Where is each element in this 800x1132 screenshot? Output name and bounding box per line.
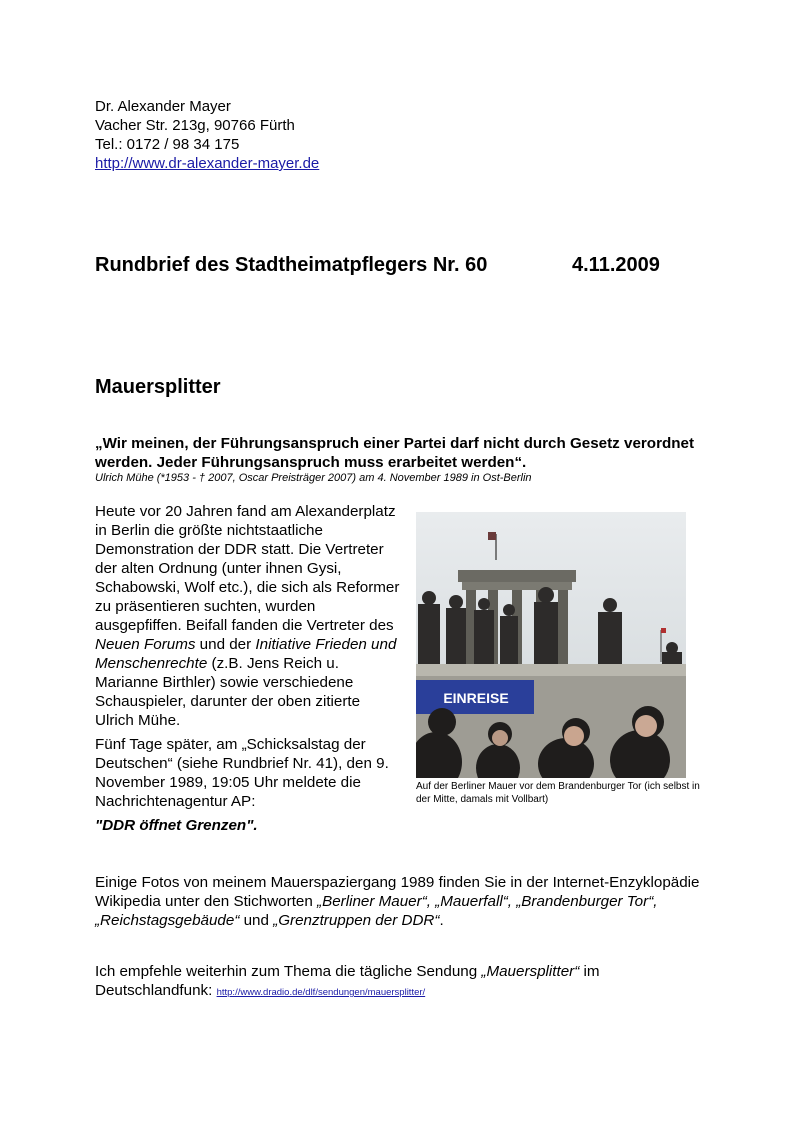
- sender-website-link[interactable]: http://www.dr-alexander-mayer.de: [95, 155, 320, 172]
- newsletter-title: Rundbrief des Stadtheimatpflegers Nr. 60: [95, 254, 488, 276]
- quote-text: „Wir meinen, der Führungsanspruch einer Partei darf nicht durch Gesetz verordnet werden. Jeder Führungsanspruch muss erarbeitet werden“.: [95, 435, 695, 471]
- photo-illustration: [416, 512, 686, 778]
- sender-address: [95, 97, 319, 173]
- body-column: [95, 502, 400, 816]
- sender-street: Vacher Str. 213g, 90766 Fürth: [95, 117, 295, 134]
- radio-link[interactable]: http://www.dradio.de/dlf/sendungen/mauersplitter/: [216, 987, 426, 998]
- body-paragraph-1: Heute vor 20 Jahren fand am Alexanderplatz in Berlin die größte nichtstaatliche Demonstration der DDR statt. Die Vertreter der alten Ordnung (unter ihnen Gysi, Schabowski, Wolf etc.), die sich als Reformer zu präsentieren suchten, wurden ausgepfiffen. Beifall fanden die Vertreter des Neuen Forums und der Initiative Frieden und Menschenrechte (z.B. Jens Reich u. Marianne Birthler) sowie verschiedene Schauspieler, darunter der oben zitierte Ulrich Mühe.: [95, 503, 400, 729]
- radio-paragraph: Ich empfehle weiterhin zum Thema die tägliche Sendung „Mauersplitter“ im Deutschlandfunk: http://www.dradio.de/dlf/sendungen/mauersplitter/: [95, 963, 600, 999]
- headline-callout: "DDR öffnet Grenzen".: [95, 817, 258, 834]
- newsletter-heading: [95, 254, 660, 277]
- sender-name: Dr. Alexander Mayer: [95, 98, 231, 115]
- photo-caption: Auf der Berliner Mauer vor dem Brandenburger Tor (ich selbst in der Mitte, damals mit Vollbart): [416, 781, 700, 805]
- quote-attribution: Ulrich Mühe (*1953 - † 2007, Oscar Preisträger 2007) am 4. November 1989 in Ost-Berlin: [95, 472, 532, 484]
- photo-sign-label: [443, 690, 508, 706]
- berlin-wall-photo: [416, 512, 686, 778]
- section-title: Mauersplitter: [95, 376, 221, 398]
- svg-text:EINREISE: EINREISE: [443, 690, 509, 706]
- sender-phone: Tel.: 0172 / 98 34 175: [95, 136, 240, 153]
- newsletter-date: 4.11.2009: [572, 254, 660, 276]
- body-paragraph-2: Fünf Tage später, am „Schicksalstag der Deutschen“ (siehe Rundbrief Nr. 41), den 9. November 1989, 19:05 Uhr meldete die Nachrichtenagentur AP:: [95, 736, 389, 810]
- wikipedia-paragraph: Einige Fotos von meinem Mauerspaziergang 1989 finden Sie in der Internet-Enzyklopädie Wikipedia unter den Stichworten „Berliner Mauer“, „Mauerfall“, „Brandenburger Tor“, „Reichstagsgebäude“ und „Grenztruppen der DDR“.: [95, 874, 700, 929]
